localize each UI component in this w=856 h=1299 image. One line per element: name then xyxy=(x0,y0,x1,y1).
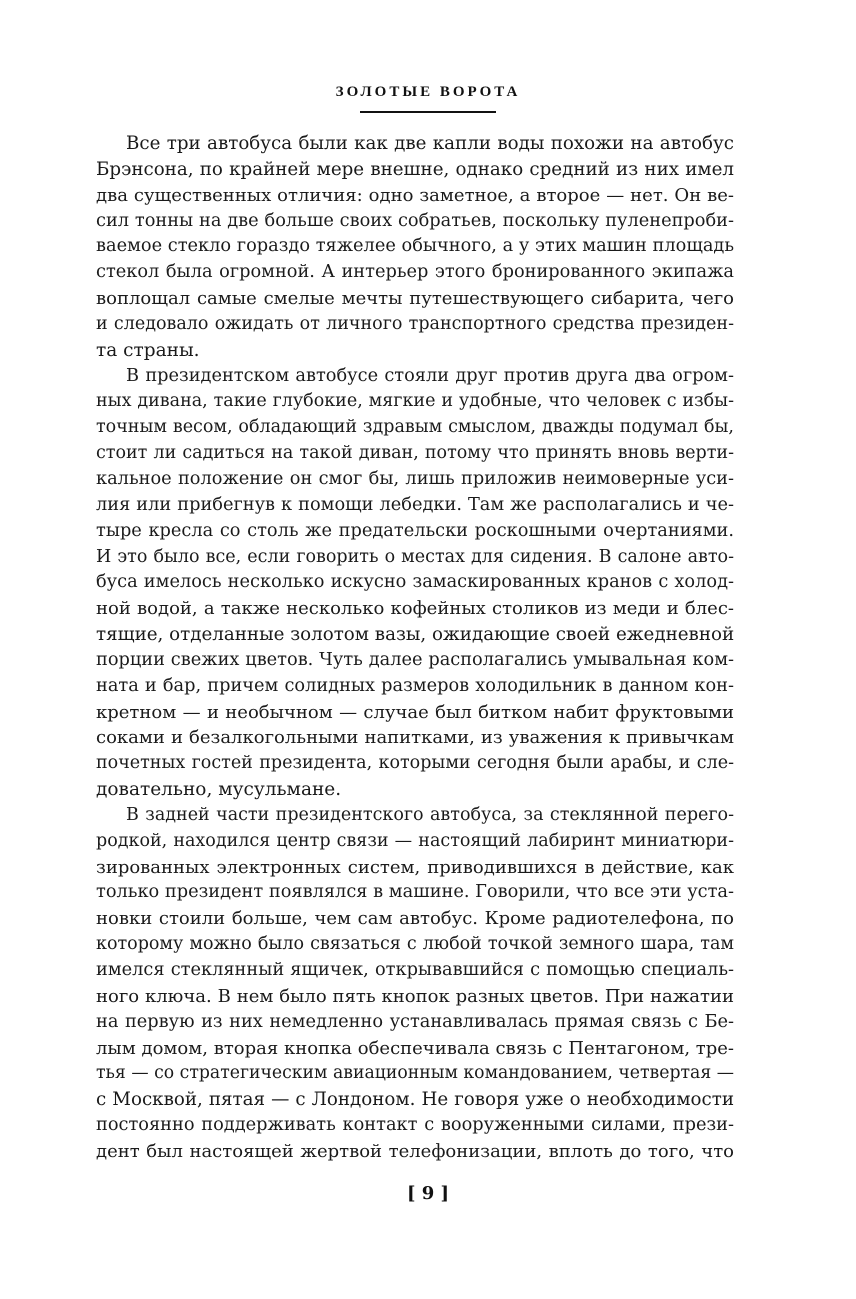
text-line: кальное положение он смог бы, лишь приложив неимоверные уси- xyxy=(96,468,734,489)
text-line: дент был настоящей жертвой телефонизации, вплоть до того, что xyxy=(96,1140,734,1162)
text-line: два существенных отличия: одно заметное, а второе — нет. Он ве- xyxy=(96,184,734,206)
page-number: [ 9 ] xyxy=(406,1183,450,1204)
text-line: тья — со стратегическим авиационным командованием, четвертая — xyxy=(96,1063,734,1084)
text-line: зированных электронных систем, приводившихся в действие, как xyxy=(96,856,734,878)
text-line: И это было все, если говорить о местах для сидения. В салоне авто- xyxy=(96,546,734,567)
text-line: только президент появлялся в машине. Говорили, что все эти уста- xyxy=(96,882,734,903)
text-line: сил тонны на две больше своих собратьев, поскольку пуленепроби- xyxy=(96,210,734,231)
text-line: стоит ли садиться на такой диван, потому что принять вновь верти- xyxy=(96,443,734,464)
text-line: ного ключа. В нем было пять кнопок разных цветов. При нажатии xyxy=(96,985,734,1007)
text-line: В задней части президентского автобуса, за стеклянной перего- xyxy=(126,804,734,825)
text-line: постоянно поддерживать контакт с вооруженными силами, прези- xyxy=(96,1115,734,1136)
running-head: ЗОЛОТЫЕ ВОРОТА xyxy=(335,84,521,100)
text-line: новки стоили больше, чем сам автобус. Кроме радиотелефона, по xyxy=(96,908,734,930)
text-line: ных дивана, такие глубокие, мягкие и удобные, что человек с избы- xyxy=(96,391,734,412)
text-line: кретном — и необычном — случае был битком набит фруктовыми xyxy=(96,701,734,723)
text-line: с Москвой, пятая — с Лондоном. Не говоря уже о необходимости xyxy=(96,1089,734,1111)
text-line: соками и безалкогольными напитками, из уважения к привычкам xyxy=(96,727,734,749)
text-line: ната и бар, причем солидных размеров холодильник в данном кон- xyxy=(96,675,734,696)
text-line: тыре кресла со столь же предательски роскошными очертаниями. xyxy=(96,520,734,541)
text-line: та страны. xyxy=(96,339,200,361)
text-line: на первую из них немедленно устанавливалась прямая связь с Бе- xyxy=(96,1011,734,1032)
text-line: лия или прибегнув к помощи лебедки. Там же располагались и че- xyxy=(96,494,734,515)
text-line: ной водой, а также несколько кофейных столиков из меди и блес- xyxy=(96,598,734,620)
text-line: В президентском автобусе стояли друг против друга два огром- xyxy=(126,365,734,386)
body-text xyxy=(96,131,734,1165)
text-line: точным весом, обладающий здравым смыслом, дважды подумал бы, xyxy=(96,417,734,438)
text-line: ваемое стекло гораздо тяжелее обычного, а у этих машин площадь xyxy=(96,236,734,257)
text-line: тящие, отделанные золотом вазы, ожидающие своей ежедневной xyxy=(96,624,734,646)
text-line: порции свежих цветов. Чуть далее располагались умывальная ком- xyxy=(96,649,734,670)
text-line: лым домом, вторая кнопка обеспечивала связь с Пентагоном, тре- xyxy=(96,1037,734,1059)
text-line: которому можно было связаться с любой точкой земного шара, там xyxy=(96,934,734,955)
text-line: воплощал самые смелые мечты путешествующего сибарита, чего xyxy=(96,288,734,310)
text-line: Брэнсона, по крайней мере внешне, однако средний из них имел xyxy=(96,158,734,180)
text-line: родкой, находился центр связи — настоящий лабиринт миниатюри- xyxy=(96,830,734,851)
text-line: буса имелось несколько искусно замаскированных кранов с холод- xyxy=(96,572,734,593)
text-line: и следовало ожидать от личного транспортного средства президен- xyxy=(96,313,734,334)
header-rule xyxy=(360,111,496,113)
text-line: почетных гостей президента, которыми сегодня были арабы, и сле- xyxy=(96,753,734,774)
text-line: имелся стеклянный ящичек, открывавшийся с помощью специаль- xyxy=(96,960,734,980)
text-line: довательно, мусульмане. xyxy=(96,779,342,801)
text-line: Все три автобуса были как две капли воды похожи на автобус xyxy=(126,133,734,154)
text-line: стекол была огромной. А интерьер этого бронированного экипажа xyxy=(96,262,734,283)
